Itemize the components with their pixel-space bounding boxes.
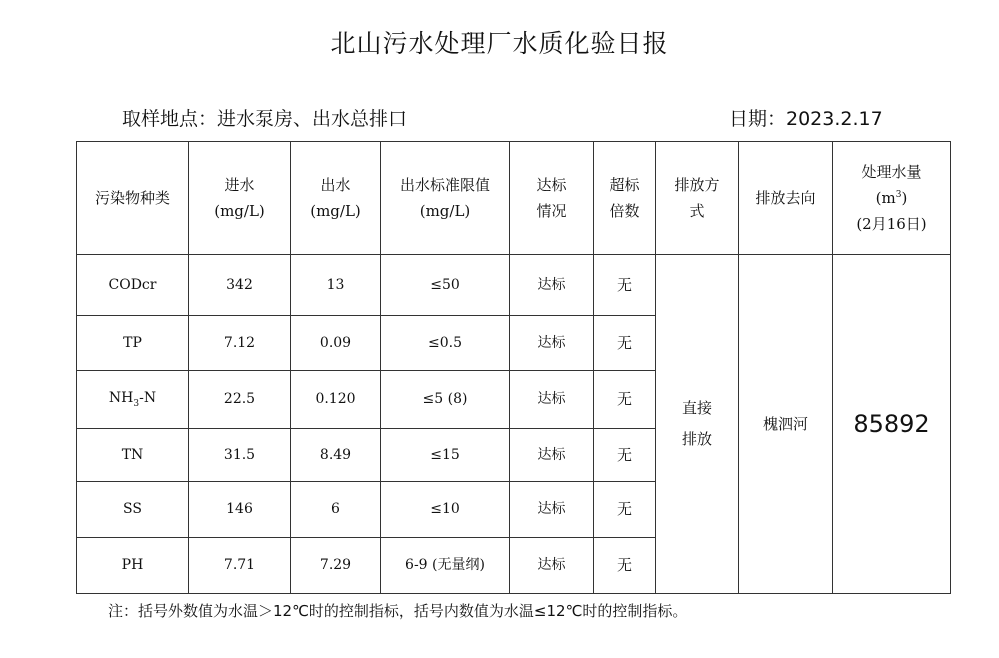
exceed-value: 无 (594, 538, 656, 594)
exceed-value: 无 (594, 429, 656, 482)
outflow-value: 13 (291, 255, 381, 316)
inflow-value: 31.5 (189, 429, 291, 482)
limit-value: ≤15 (381, 429, 510, 482)
pollutant-name: PH (77, 538, 189, 594)
limit-value: ≤0.5 (381, 316, 510, 371)
header-pollutant: 污染物种类 (77, 142, 189, 255)
table-row (77, 255, 951, 316)
footnote: 注：括号外数值为水温＞12℃时的控制指标，括号内数值为水温≤12℃时的控制指标。 (108, 602, 688, 620)
outflow-value: 0.120 (291, 371, 381, 429)
header-exceed-l2: 倍数 (609, 202, 640, 220)
header-discharge-l1: 排放方 (674, 175, 720, 194)
discharge-destination: 槐泗河 (739, 255, 833, 594)
volume-unit-close: ) (901, 188, 908, 207)
header-limit-label: 出水标准限值 (399, 175, 490, 194)
compliance-value: 达标 (510, 429, 594, 482)
header-inflow-unit: (mg/L) (214, 202, 265, 220)
limit-value: 6-9 (无量纲) (381, 538, 510, 594)
inflow-value: 342 (189, 255, 291, 316)
inflow-value: 146 (189, 482, 291, 538)
outflow-value: 6 (291, 482, 381, 538)
header-compliance-l1: 达标 (536, 175, 567, 194)
inflow-value: 22.5 (189, 371, 291, 429)
header-destination: 排放去向 (739, 142, 833, 255)
table-header-row (77, 142, 951, 255)
report-title: 北山污水处理厂水质化验日报 (330, 29, 669, 58)
report-date: 日期：2023.2.17 (729, 108, 883, 130)
exceed-value: 无 (594, 255, 656, 316)
pollutant-name: SS (77, 482, 189, 538)
pollutant-name: TN (77, 429, 189, 482)
pollutant-name (77, 371, 189, 429)
header-inflow (189, 142, 291, 255)
header-compliance (510, 142, 594, 255)
header-volume-date: (2月16日) (856, 215, 927, 234)
pollutant-name-tail: -N (139, 390, 157, 407)
outflow-value: 0.09 (291, 316, 381, 371)
discharge-method-l1: 直接 (681, 398, 712, 417)
header-exceed (594, 142, 656, 255)
header-discharge-l2: 式 (689, 202, 705, 220)
pollutant-name: CODcr (77, 255, 189, 316)
pollutant-name-sub: 3 (133, 399, 140, 410)
header-volume (833, 142, 951, 255)
header-discharge-method (656, 142, 739, 255)
exceed-value: 无 (594, 316, 656, 371)
compliance-value: 达标 (510, 538, 594, 594)
header-outflow-unit: (mg/L) (310, 202, 361, 220)
header-outflow (291, 142, 381, 255)
discharge-method (656, 255, 739, 594)
compliance-value: 达标 (510, 482, 594, 538)
limit-value: ≤5 (8) (381, 371, 510, 429)
header-volume-label: 处理水量 (861, 162, 922, 181)
pollutant-name: TP (77, 316, 189, 371)
header-inflow-label: 进水 (224, 175, 255, 194)
header-volume-unit (833, 185, 950, 211)
header-limit-unit: (mg/L) (419, 202, 471, 220)
header-outflow-label: 出水 (320, 175, 351, 194)
exceed-value: 无 (594, 371, 656, 429)
outflow-value: 7.29 (291, 538, 381, 594)
exceed-value: 无 (594, 482, 656, 538)
compliance-value: 达标 (510, 316, 594, 371)
inflow-value: 7.12 (189, 316, 291, 371)
outflow-value: 8.49 (291, 429, 381, 482)
pollutant-name-base: NH (108, 390, 134, 407)
volume-unit-open: (m (875, 188, 896, 207)
water-quality-table (76, 141, 951, 594)
compliance-value: 达标 (510, 371, 594, 429)
limit-value: ≤50 (381, 255, 510, 316)
inflow-value: 7.71 (189, 538, 291, 594)
volume-unit-sup: 3 (895, 189, 902, 200)
limit-value: ≤10 (381, 482, 510, 538)
sampling-location: 取样地点：进水泵房、出水总排口 (122, 108, 408, 130)
header-compliance-l2: 情况 (536, 202, 567, 220)
header-exceed-l1: 超标 (609, 175, 640, 194)
discharge-method-l2: 排放 (681, 430, 712, 448)
treated-volume: 85892 (833, 255, 951, 594)
compliance-value: 达标 (510, 255, 594, 316)
header-limit (381, 142, 510, 255)
